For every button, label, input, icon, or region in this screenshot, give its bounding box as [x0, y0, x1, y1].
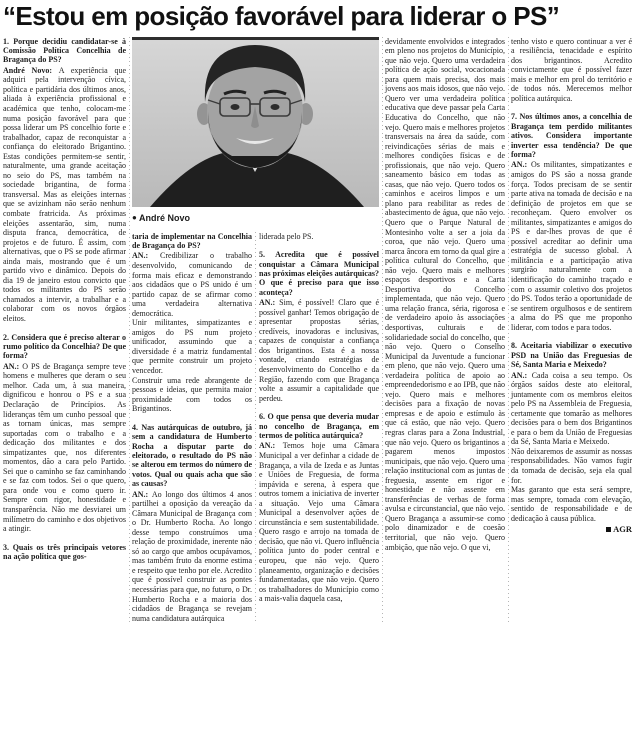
- answer-lead: AN.:: [132, 251, 161, 261]
- answer-lead: AN.:: [511, 370, 532, 380]
- portrait-photo: [132, 37, 379, 207]
- question-heading: 8. Aceitaria viabilizar o executivo PSD na União das Freguesias de Sé, Santa Maria e Meixedo?: [511, 341, 632, 370]
- question-heading: 1. Porque decidiu candidatar-se à Comissão Política Concelhia de Bragança do PS?: [3, 36, 126, 65]
- andre-novo-portrait-image: [132, 40, 379, 207]
- article-paragraph: AN.: Sim, é possível! Claro que é possível ganhar! Temos obrigação de apresentar propostas sérias, credíveis, inovadoras e inclusivas, capazes de conquistar a confiança dos brigantinos. Esta é a nossa vontade, criando estratégias de desenvolvimento do Concelho e da Região, fazendo com que Bragança volte a assumir a capitalidade que perdeu.: [259, 298, 379, 403]
- answer-lead: AN.:: [132, 489, 152, 499]
- article-paragraph: devidamente envolvidos e integrados em pleno nos projetos do Município, que não vejo. Quero uma verdadeira política de ação social, vocacionada para quem mais precisa, dos mais jovens aos mais idosos, que não vejo. Quero ver uma verdadeira política educativa que deve passar pela Carta Educativa do Concelho, que não vejo. Quero mais e melhores projetos transversais na área da saúde, com reivindicações sérias de mais e melhores condições físicas e de profissionais, que não vejo. Quero saneamento básico em todas as casas, que não vejo. Quero todos os caminhos e aceiros limpos e um plano para reabilitar as redes de abastecimento de água, que não vejo. Quero que o Parque Natural de Montesinho volte a ser a joia da coroa, que não vejo. Quero uma marca âncora em torno da qual gire a política cultural do Concelho, que não vejo. Quero mais e melhores espaços desportivos e a Carta Desportiva do Concelho implementada, que não vejo. Quero uma relação franca, séria, rigorosa e de verdadeiro apoio às associações desportivas, culturais e de solidariedade social do concelho, que não vejo. Quero o Conselho Municipal da Juventude a funcionar em pleno, que não vejo. Quero uma verdadeira política de apoio ao empreendedorismo e ao IPB, que não vejo. Quero mais e melhores decisões para a fixação de novas empresas e de apoio e estímulo às que cá estão, que não vejo. Quero regras claras para a Zona Industrial, que não vejo. Quero os brigantinos a pagarem menos impostos municipais, que não vejo. Quero uma relação institucional com as juntas de freguesia, assente em rigor e honestidade e não assente em transferências de verbas de forma avulsa e circunstancial, que não vejo. Quero Bragança a assumir-se como polo dinamizador e de coesão territorial, que não vejo. Quero ambição, que não vejo. O que vi,: [385, 36, 505, 552]
- bullet-icon: ●: [132, 212, 137, 222]
- text-column-1: [3, 37, 126, 624]
- answer-lead: AN.:: [259, 441, 283, 451]
- article-body: [3, 37, 638, 624]
- article-paragraph: tenho visto e quero continuar a ver é a resiliência, tenacidade e espírito dos brigantinos. Acredito convictamente que é possível fazer mais e melhor em prol do território e de todos nós. Merecemos melhor política autárquica.: [511, 36, 632, 103]
- text-column-5-blocks: [511, 37, 632, 524]
- article-paragraph: AN.: O PS de Bragança sempre teve homens e mulheres que deram o seu melhor. Cada um, à sua maneira, dignificou e honrou o PS e a sua Declaração de Princípios. As lideranças têm um cunho pessoal que as tornam únicas, mas sempre suportadas com o trabalho e a dedicação dos militantes e dos simpatizantes que, nos diferentes momentos, dão a cara pelo Partido. Sei que o caminho se faz caminhando e se faz com todos. Sei o que quero, para onde vou e como quero ir. Sempre com rigor, honestidade e transparência. Não me desviarei um milímetro do caminho e dos objetivos a atingir.: [3, 361, 127, 534]
- article-paragraph: Mas garanto que esta será sempre, mas sempre, tomada com elevação, sentido de responsabilidade e de dedicação à causa pública.: [511, 485, 632, 523]
- text-column-4: [385, 37, 505, 624]
- article-paragraph: AN.: Ao longo dos últimos 4 anos partilhei a oposição da vereação da Câmara Municipal de Bragança com o Dr. Humberto Rocha. Ao longo desse tempo construímos uma relação de proximidade, inerente não só ao cargo que ambos ocupávamos, mas também fruto da enorme estima e respeito que tenho por ele. Acredito que é possível construir as pontes necessárias para que, no futuro, o Dr. Humberto Rocha e a maioria dos cidadãos de Bragança se revejam numa candidatura autárquica: [132, 489, 253, 623]
- article-paragraph: André Novo: A experiência que adquiri pela intervenção cívica, política e partidária dos últimos anos, aliada à experiência profissional e académica que tenho, colocam-me numa posição favorável para que possa liderar um PS concelhio forte e trabalhador, capaz de reconquistar a confiança do eleitorado Brigantino. Estas condições permitem-se sentir, naturalmente, uma grande aceitação no seio do PS, mas também na sociedade brigantina, de forma transversal. Mas as eleições internas que se avizinham não serão nenhum combate fratricida. As próximas eleições assentarão, sim, numa disputa franca, democrática, de projetos e de futuro. É assim, com alternativas, que o PS se pode afirmar ainda mais, mostrando que é um partido vivo e dinâmico. Depois do dia 19 de janeiro estou convicto que todos os militantes do PS serão chamados a intervir, a trabalhar e a colaborar com os novos órgãos eleitos.: [3, 65, 126, 324]
- question-heading: 6. O que pensa que deveria mudar no concelho de Bragança, em termos de política autárquica?: [259, 412, 379, 440]
- article-paragraph: AN.: Temos hoje uma Câmara Municipal a ver definhar a cidade de Bragança, a vila de Izeda e as Juntas e Uniões de Freguesia, de forma impávida e serena, à espera que outros tomem a iniciativa de inverter a situação. Vejo uma Câmara Municipal a desenvolver ações de circunstância e sem sustentabilidade. Quero rasgo e arrojo na tomada de decisão, que não vi. Quero influência política junto do poder central e europeu, que não vejo. Quero planeamento, organização e decisões fundamentadas, que não vejo. Quero os trabalhadores do Município como a mais-valia daquela casa,: [259, 441, 380, 604]
- answer-lead: AN.:: [511, 160, 532, 170]
- text-column-3: [259, 232, 379, 624]
- article-paragraph: AN.: Cada coisa a seu tempo. Os órgãos saídos deste ato eleitoral, juntamente com os membros eleitos pelo PS na Assembleia de Freguesia, certamente que tomarão as melhores decisões para o bem dos Brigantinos e para o bem da União de Freguesias da Sé, Santa Maria e Meixedo.: [511, 370, 632, 447]
- agr-signature: [511, 525, 632, 535]
- article-headline: “Estou em posição favorável para liderar o PS”: [3, 1, 560, 31]
- text-column-2: [132, 232, 252, 624]
- question-heading: 5. Acredita que é possível conquistar a Câmara Municipal nas próximas eleições autárquicas? O que é preciso para que isso aconteça?: [259, 250, 379, 297]
- text-column-5: [511, 37, 632, 624]
- question-heading: 4. Nas autárquicas de outubro, já sem a candidatura de Humberto Rocha a disputar parte do eleitorado, o resultado do PS não se alterou em termos do número de votos. Qual ou quais acha que são as causas?: [132, 422, 252, 489]
- article-paragraph: liderada pelo PS.: [259, 231, 314, 241]
- answer-lead: André Novo:: [3, 65, 59, 75]
- question-heading: 7. Nos últimos anos, a concelhia de Bragança tem perdido militantes ativos. Considera importante inverter essa tendência? De que forma?: [511, 112, 632, 160]
- article-paragraph: Construir uma rede abrangente de pessoas e ideias, que permita maior proximidade com todos os Brigantinos.: [132, 375, 252, 414]
- answer-lead: AN.:: [259, 298, 280, 308]
- question-heading: taria de implementar na Concelhia de Bragança do PS?: [132, 231, 252, 250]
- question-heading: 3. Quais os três principais vetores na ação política que gos-: [3, 542, 126, 562]
- article-paragraph: Não deixaremos de assumir as nossas responsabilidades. Não vamos fugir da tomada de decisão, seja ela qual for.: [511, 446, 632, 485]
- photo-and-middle-columns: [132, 37, 379, 624]
- column-divider: [252, 232, 259, 624]
- middle-text-columns: [132, 232, 379, 624]
- author-initials: AGR: [613, 524, 632, 535]
- answer-lead: AN.:: [3, 361, 23, 371]
- article-paragraph: AN.: Os militantes, simpatizantes e amigos do PS são a nossa grande força. Todos precisam de se sentir parte ativa na tomada de decisão e na definição de projetos em que se reconheçam. Quero envolver os militantes, simpatizantes e amigos do PS e dar-lhes provas de que é possível acreditar ao definir uma estratégia de sucesso global. A militância e a participação ativa surgirão naturalmente com a identificação do caminho traçado e com o assumir coletivo dos projetos do PS. Todos terão a oportunidade de se sentirem orgulhosos e de sentirem a alma do PS que me proponho liderar, com todos e para todos.: [511, 160, 632, 332]
- question-heading: 2. Considera que é preciso alterar o rumo político da Concelhia? De que forma?: [3, 332, 126, 361]
- black-square-icon: [606, 527, 611, 532]
- article-paragraph: AN.: Credibilizar o trabalho desenvolvido, comunicando de forma mais eficaz e demonstrando aos cidadãos que o PS unido é um partido capaz de se afirmar como uma verdadeira alternativa democrática.: [132, 251, 253, 318]
- article-paragraph: Unir militantes, simpatizantes e amigos do PS num projeto unificador, assumindo que a diversidade é a matriz fundamental que permite construir um projeto vencedor.: [132, 318, 252, 375]
- photo-caption: [132, 212, 379, 224]
- photo-caption-name: André Novo: [139, 212, 191, 223]
